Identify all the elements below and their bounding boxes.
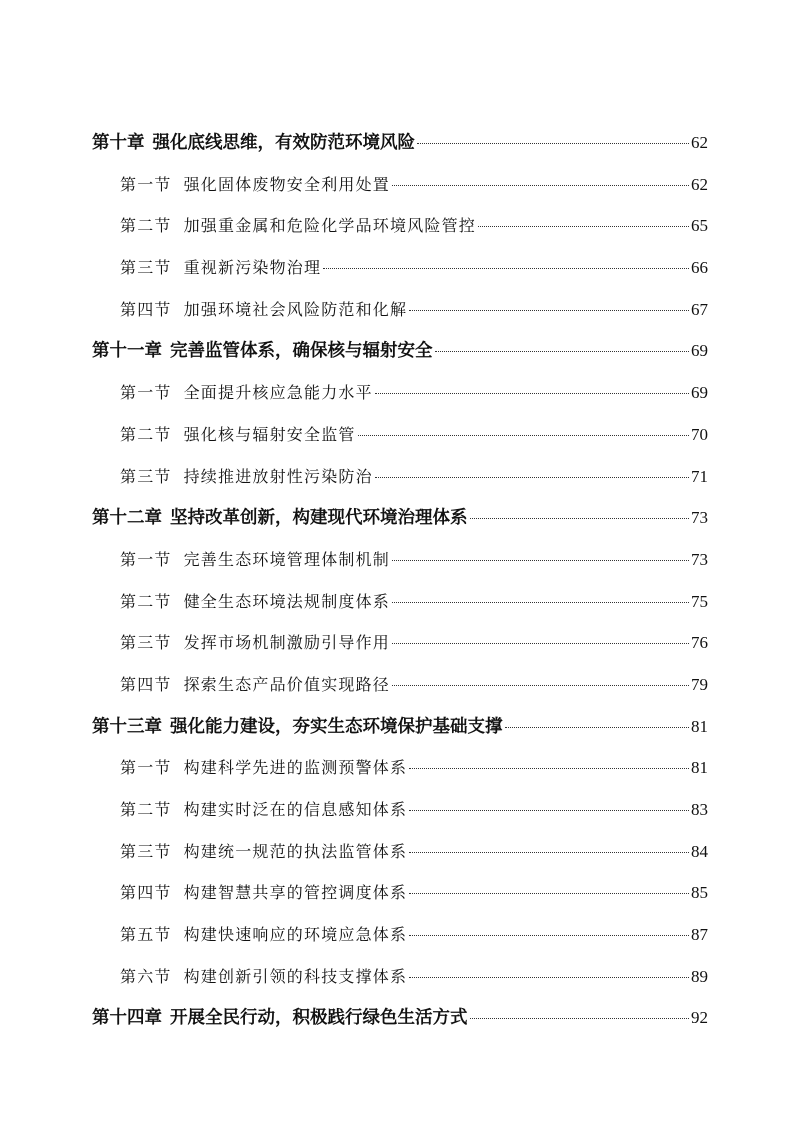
dot-leader — [375, 393, 689, 394]
section-title: 构建科学先进的监测预警体系 — [183, 758, 408, 778]
toc-section-entry[interactable] — [92, 831, 708, 873]
chapter-number: 第十四章 — [92, 1008, 162, 1029]
section-title: 构建快速响应的环境应急体系 — [183, 925, 408, 945]
dot-leader — [392, 602, 689, 603]
page-number: 70 — [691, 424, 708, 444]
dot-leader — [470, 518, 690, 519]
dot-leader — [409, 852, 689, 853]
page-number: 76 — [691, 633, 708, 653]
dot-leader — [392, 560, 689, 561]
section-title: 持续推进放射性污染防治 — [183, 466, 373, 486]
page-number: 73 — [691, 508, 708, 528]
page-number: 81 — [691, 758, 708, 778]
section-number: 第三节 — [120, 841, 172, 861]
section-number: 第一节 — [120, 758, 172, 778]
toc-section-entry[interactable] — [92, 372, 708, 414]
dot-leader — [417, 143, 689, 144]
dot-leader — [375, 477, 689, 478]
section-number: 第一节 — [120, 549, 172, 569]
toc-chapter-entry[interactable] — [92, 330, 708, 372]
toc-section-entry[interactable] — [92, 956, 708, 998]
toc-section-entry[interactable] — [92, 914, 708, 956]
section-title: 完善生态环境管理体制机制 — [183, 549, 391, 569]
toc-section-entry[interactable] — [92, 789, 708, 831]
chapter-number: 第十一章 — [92, 341, 162, 362]
chapter-title: 强化底线思维，有效防范环境风险 — [152, 133, 415, 153]
page-number: 83 — [691, 800, 708, 819]
section-title: 重视新污染物治理 — [183, 258, 322, 278]
dot-leader — [358, 435, 689, 436]
section-title: 加强重金属和危险化学品环境风险管控 — [183, 216, 477, 236]
chapter-title: 坚持改革创新，构建现代环境治理体系 — [170, 508, 468, 529]
toc-section-entry[interactable] — [92, 664, 708, 706]
dot-leader — [392, 643, 689, 644]
toc-chapter-entry[interactable] — [92, 997, 708, 1039]
section-title: 加强环境社会风险防范和化解 — [183, 299, 408, 319]
dot-leader — [323, 268, 689, 269]
toc-chapter-entry[interactable] — [92, 706, 708, 748]
dot-leader — [478, 226, 689, 227]
section-number: 第二节 — [120, 424, 172, 444]
toc-section-entry[interactable] — [92, 747, 708, 789]
dot-leader — [409, 935, 689, 936]
section-title: 构建统一规范的执法监管体系 — [183, 841, 408, 861]
toc-section-entry[interactable] — [92, 205, 708, 247]
section-number: 第二节 — [120, 800, 172, 819]
section-title: 全面提升核应急能力水平 — [183, 383, 373, 403]
toc-chapter-entry[interactable] — [92, 497, 708, 539]
page-number: 81 — [691, 716, 708, 736]
dot-leader — [435, 351, 690, 352]
toc-section-entry[interactable] — [92, 581, 708, 623]
chapter-title: 完善监管体系，确保核与辐射安全 — [170, 341, 433, 362]
chapter-number: 第十章 — [92, 133, 145, 153]
toc-section-entry[interactable] — [92, 247, 708, 289]
section-number: 第五节 — [120, 925, 172, 945]
table-of-contents — [92, 122, 708, 1039]
dot-leader — [392, 685, 689, 686]
chapter-title: 强化能力建设，夯实生态环境保护基础支撑 — [170, 716, 503, 737]
section-number: 第二节 — [120, 591, 172, 611]
dot-leader — [409, 810, 689, 811]
dot-leader — [505, 727, 690, 728]
page-number: 65 — [691, 216, 708, 236]
section-number: 第二节 — [120, 216, 172, 236]
section-number: 第四节 — [120, 883, 172, 903]
page-number: 87 — [691, 925, 708, 945]
section-number: 第一节 — [120, 383, 172, 403]
section-title: 强化固体废物安全利用处置 — [183, 174, 391, 194]
section-number: 第三节 — [120, 466, 172, 486]
toc-section-entry[interactable] — [92, 456, 708, 498]
toc-section-entry[interactable] — [92, 289, 708, 331]
section-number: 第三节 — [120, 258, 172, 278]
dot-leader — [409, 977, 689, 978]
section-title: 构建创新引领的科技支撑体系 — [183, 966, 408, 986]
page-number: 62 — [691, 174, 708, 194]
section-title: 探索生态产品价值实现路径 — [183, 674, 391, 694]
toc-section-entry[interactable] — [92, 414, 708, 456]
section-number: 第四节 — [120, 674, 172, 694]
page-number: 69 — [691, 341, 708, 361]
section-title: 构建实时泛在的信息感知体系 — [183, 800, 408, 819]
section-title: 健全生态环境法规制度体系 — [183, 591, 391, 611]
section-number: 第四节 — [120, 299, 172, 319]
toc-section-entry[interactable] — [92, 539, 708, 581]
page-number: 69 — [691, 383, 708, 403]
chapter-number: 第十二章 — [92, 508, 162, 529]
page-number: 67 — [691, 299, 708, 319]
page-number: 84 — [691, 841, 708, 861]
page-number: 73 — [691, 549, 708, 569]
chapter-title: 开展全民行动，积极践行绿色生活方式 — [170, 1008, 468, 1029]
dot-leader — [409, 893, 689, 894]
section-number: 第六节 — [120, 966, 172, 986]
dot-leader — [409, 768, 689, 769]
page-number: 75 — [691, 591, 708, 611]
page-number: 89 — [691, 966, 708, 986]
page-number: 71 — [691, 466, 708, 486]
dot-leader — [392, 185, 689, 186]
toc-section-entry[interactable] — [92, 622, 708, 664]
page-number: 79 — [691, 674, 708, 694]
dot-leader — [470, 1018, 690, 1019]
toc-chapter-entry[interactable] — [92, 122, 708, 164]
section-number: 第一节 — [120, 174, 172, 194]
section-title: 构建智慧共享的管控调度体系 — [183, 883, 408, 903]
page-number: 66 — [691, 258, 708, 278]
section-title: 发挥市场机制激励引导作用 — [183, 633, 391, 653]
page-number: 85 — [691, 883, 708, 903]
chapter-number: 第十三章 — [92, 716, 162, 737]
page-number: 62 — [691, 133, 708, 152]
toc-section-entry[interactable] — [92, 872, 708, 914]
page-number: 92 — [691, 1008, 708, 1028]
toc-section-entry[interactable] — [92, 164, 708, 206]
section-number: 第三节 — [120, 633, 172, 653]
dot-leader — [409, 310, 689, 311]
section-title: 强化核与辐射安全监管 — [183, 424, 356, 444]
